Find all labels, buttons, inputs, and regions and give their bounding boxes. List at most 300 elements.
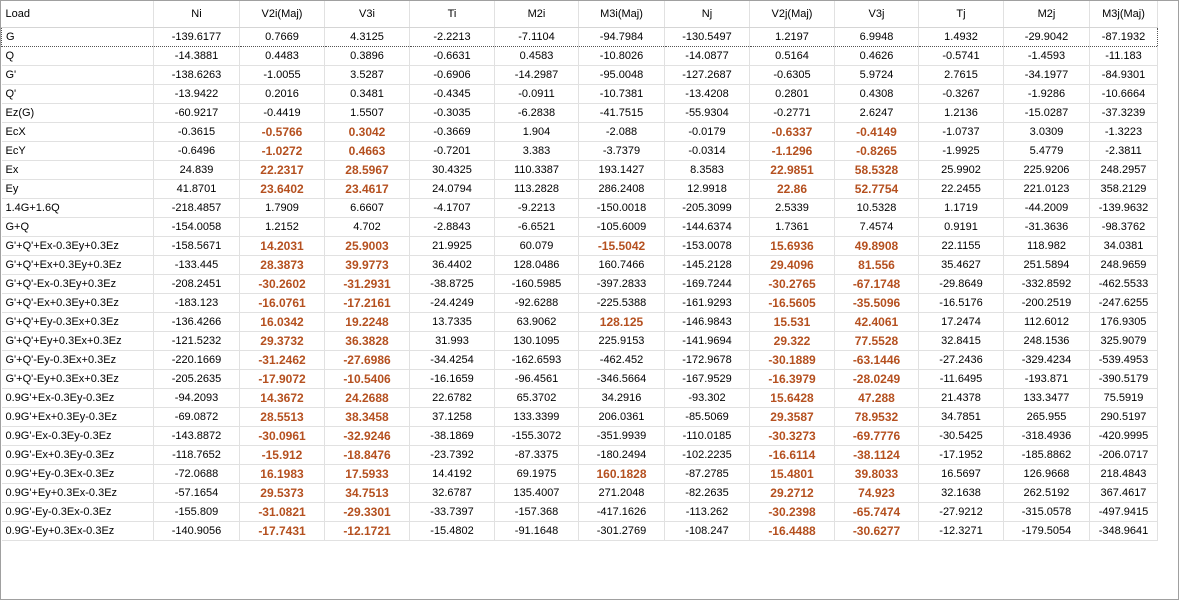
value-cell[interactable]: 28.3873 (240, 256, 325, 275)
value-cell[interactable]: -1.3223 (1090, 123, 1158, 142)
value-cell[interactable]: 130.1095 (495, 332, 579, 351)
value-cell[interactable]: -0.5766 (240, 123, 325, 142)
column-header-c3[interactable]: V3i (325, 1, 410, 28)
value-cell[interactable]: -32.9246 (325, 427, 410, 446)
load-case-cell[interactable]: 0.9G'-Ex+0.3Ey-0.3Ez (2, 446, 154, 465)
value-cell[interactable]: 15.6428 (750, 389, 835, 408)
value-cell[interactable]: -172.9678 (665, 351, 750, 370)
table-row[interactable] (2, 427, 1158, 446)
value-cell[interactable]: -27.9212 (919, 503, 1004, 522)
value-cell[interactable]: -153.0078 (665, 237, 750, 256)
value-cell[interactable]: 24.2688 (325, 389, 410, 408)
value-cell[interactable]: 32.1638 (919, 484, 1004, 503)
value-cell[interactable]: -0.6631 (410, 47, 495, 66)
value-cell[interactable]: -139.6177 (154, 28, 240, 47)
table-row[interactable] (2, 503, 1158, 522)
value-cell[interactable]: -44.2009 (1004, 199, 1090, 218)
value-cell[interactable]: 0.4483 (240, 47, 325, 66)
value-cell[interactable]: -12.1721 (325, 522, 410, 541)
value-cell[interactable]: -65.7474 (835, 503, 919, 522)
load-case-cell[interactable]: Q (2, 47, 154, 66)
value-cell[interactable]: -0.3615 (154, 123, 240, 142)
load-case-cell[interactable]: EcX (2, 123, 154, 142)
column-header-c9[interactable]: V3j (835, 1, 919, 28)
value-cell[interactable]: -34.4254 (410, 351, 495, 370)
value-cell[interactable]: -208.2451 (154, 275, 240, 294)
table-row[interactable] (2, 142, 1158, 161)
value-cell[interactable]: 5.4779 (1004, 142, 1090, 161)
value-cell[interactable]: -118.7652 (154, 446, 240, 465)
value-cell[interactable]: -206.0717 (1090, 446, 1158, 465)
value-cell[interactable]: -38.1124 (835, 446, 919, 465)
value-cell[interactable]: -462.452 (579, 351, 665, 370)
value-cell[interactable]: -0.6906 (410, 66, 495, 85)
value-cell[interactable]: -17.2161 (325, 294, 410, 313)
value-cell[interactable]: 32.6787 (410, 484, 495, 503)
value-cell[interactable]: 5.9724 (835, 66, 919, 85)
value-cell[interactable]: -0.7201 (410, 142, 495, 161)
value-cell[interactable]: 286.2408 (579, 180, 665, 199)
value-cell[interactable]: 29.3587 (750, 408, 835, 427)
value-cell[interactable]: -91.1648 (495, 522, 579, 541)
load-case-cell[interactable]: Ez(G) (2, 104, 154, 123)
value-cell[interactable]: -141.9694 (665, 332, 750, 351)
value-cell[interactable]: 39.8033 (835, 465, 919, 484)
table-row[interactable] (2, 256, 1158, 275)
value-cell[interactable]: -10.7381 (579, 85, 665, 104)
value-cell[interactable]: -87.2785 (665, 465, 750, 484)
value-cell[interactable]: -85.5069 (665, 408, 750, 427)
value-cell[interactable]: 135.4007 (495, 484, 579, 503)
value-cell[interactable]: 2.5339 (750, 199, 835, 218)
table-row[interactable] (2, 446, 1158, 465)
value-cell[interactable]: 1.1719 (919, 199, 1004, 218)
value-cell[interactable]: -332.8592 (1004, 275, 1090, 294)
value-cell[interactable]: -346.5664 (579, 370, 665, 389)
value-cell[interactable]: 2.6247 (835, 104, 919, 123)
load-case-cell[interactable]: Ey (2, 180, 154, 199)
value-cell[interactable]: -60.9217 (154, 104, 240, 123)
value-cell[interactable]: -157.368 (495, 503, 579, 522)
table-row[interactable] (2, 313, 1158, 332)
value-cell[interactable]: 0.3896 (325, 47, 410, 66)
value-cell[interactable]: 0.2016 (240, 85, 325, 104)
value-cell[interactable]: 22.1155 (919, 237, 1004, 256)
value-cell[interactable]: -318.4936 (1004, 427, 1090, 446)
table-row[interactable] (2, 123, 1158, 142)
value-cell[interactable]: -390.5179 (1090, 370, 1158, 389)
value-cell[interactable]: -160.5985 (495, 275, 579, 294)
value-cell[interactable]: -16.0761 (240, 294, 325, 313)
value-cell[interactable]: -1.0055 (240, 66, 325, 85)
value-cell[interactable]: 128.0486 (495, 256, 579, 275)
value-cell[interactable]: -2.3811 (1090, 142, 1158, 161)
value-cell[interactable]: 225.9153 (579, 332, 665, 351)
value-cell[interactable]: -31.2462 (240, 351, 325, 370)
table-row[interactable] (2, 332, 1158, 351)
column-header-c6[interactable]: M3i(Maj) (579, 1, 665, 28)
table-row[interactable] (2, 47, 1158, 66)
value-cell[interactable]: 77.5528 (835, 332, 919, 351)
column-header-c4[interactable]: Ti (410, 1, 495, 28)
value-cell[interactable]: -30.2602 (240, 275, 325, 294)
table-row[interactable] (2, 408, 1158, 427)
value-cell[interactable]: 251.5894 (1004, 256, 1090, 275)
value-cell[interactable]: -539.4953 (1090, 351, 1158, 370)
value-cell[interactable]: 248.2957 (1090, 161, 1158, 180)
value-cell[interactable]: 1.7909 (240, 199, 325, 218)
value-cell[interactable]: -150.0018 (579, 199, 665, 218)
load-case-cell[interactable]: G'+Q'-Ey-0.3Ex+0.3Ez (2, 351, 154, 370)
value-cell[interactable]: -84.9301 (1090, 66, 1158, 85)
value-cell[interactable]: -417.1626 (579, 503, 665, 522)
value-cell[interactable]: 206.0361 (579, 408, 665, 427)
value-cell[interactable]: 38.3458 (325, 408, 410, 427)
value-cell[interactable]: -69.7776 (835, 427, 919, 446)
value-cell[interactable]: 160.1828 (579, 465, 665, 484)
value-cell[interactable]: -30.0961 (240, 427, 325, 446)
value-cell[interactable]: 1.904 (495, 123, 579, 142)
value-cell[interactable]: -0.0911 (495, 85, 579, 104)
value-cell[interactable]: -14.0877 (665, 47, 750, 66)
table-row[interactable] (2, 199, 1158, 218)
value-cell[interactable]: -2.8843 (410, 218, 495, 237)
value-cell[interactable]: -162.6593 (495, 351, 579, 370)
value-cell[interactable]: -17.7431 (240, 522, 325, 541)
value-cell[interactable]: -146.9843 (665, 313, 750, 332)
value-cell[interactable]: 22.86 (750, 180, 835, 199)
column-header-c2[interactable]: V2i(Maj) (240, 1, 325, 28)
value-cell[interactable]: -205.2635 (154, 370, 240, 389)
value-cell[interactable]: -30.3273 (750, 427, 835, 446)
value-cell[interactable]: -105.6009 (579, 218, 665, 237)
value-cell[interactable]: 10.5328 (835, 199, 919, 218)
value-cell[interactable]: -57.1654 (154, 484, 240, 503)
load-case-cell[interactable]: G'+Q'-Ex-0.3Ey+0.3Ez (2, 275, 154, 294)
value-cell[interactable]: 271.2048 (579, 484, 665, 503)
value-cell[interactable]: -218.4857 (154, 199, 240, 218)
load-case-cell[interactable]: 0.9G'-Ex-0.3Ey-0.3Ez (2, 427, 154, 446)
value-cell[interactable]: 265.955 (1004, 408, 1090, 427)
value-cell[interactable]: -110.0185 (665, 427, 750, 446)
value-cell[interactable]: -31.3636 (1004, 218, 1090, 237)
value-cell[interactable]: 34.2916 (579, 389, 665, 408)
value-cell[interactable]: 60.079 (495, 237, 579, 256)
value-cell[interactable]: 29.5373 (240, 484, 325, 503)
value-cell[interactable]: -1.9925 (919, 142, 1004, 161)
value-cell[interactable]: -200.2519 (1004, 294, 1090, 313)
value-cell[interactable]: -497.9415 (1090, 503, 1158, 522)
value-cell[interactable]: -220.1669 (154, 351, 240, 370)
load-case-cell[interactable]: G'+Q'+Ex+0.3Ey+0.3Ez (2, 256, 154, 275)
value-cell[interactable]: 52.7754 (835, 180, 919, 199)
value-cell[interactable]: -67.1748 (835, 275, 919, 294)
value-cell[interactable]: -9.2213 (495, 199, 579, 218)
value-cell[interactable]: -247.6255 (1090, 294, 1158, 313)
value-cell[interactable]: 16.0342 (240, 313, 325, 332)
value-cell[interactable]: -351.9939 (579, 427, 665, 446)
value-cell[interactable]: 0.4583 (495, 47, 579, 66)
value-cell[interactable]: -0.6337 (750, 123, 835, 142)
column-header-c10[interactable]: Tj (919, 1, 1004, 28)
load-case-cell[interactable]: 1.4G+1.6Q (2, 199, 154, 218)
value-cell[interactable]: -0.3267 (919, 85, 1004, 104)
value-cell[interactable]: -113.262 (665, 503, 750, 522)
value-cell[interactable]: -24.4249 (410, 294, 495, 313)
value-cell[interactable]: 65.3702 (495, 389, 579, 408)
value-cell[interactable]: -12.3271 (919, 522, 1004, 541)
value-cell[interactable]: 6.6607 (325, 199, 410, 218)
value-cell[interactable]: -14.2987 (495, 66, 579, 85)
load-case-cell[interactable]: G'+Q'+Ex-0.3Ey+0.3Ez (2, 237, 154, 256)
value-cell[interactable]: 16.1983 (240, 465, 325, 484)
value-cell[interactable]: -1.1296 (750, 142, 835, 161)
value-cell[interactable]: 0.4663 (325, 142, 410, 161)
value-cell[interactable]: 1.5507 (325, 104, 410, 123)
load-case-cell[interactable]: G (2, 28, 154, 47)
value-cell[interactable]: 1.7361 (750, 218, 835, 237)
value-cell[interactable]: -16.1659 (410, 370, 495, 389)
value-cell[interactable]: 39.9773 (325, 256, 410, 275)
value-cell[interactable]: 16.5697 (919, 465, 1004, 484)
column-header-c7[interactable]: Nj (665, 1, 750, 28)
value-cell[interactable]: -27.6986 (325, 351, 410, 370)
value-cell[interactable]: 0.7669 (240, 28, 325, 47)
value-cell[interactable]: -6.2838 (495, 104, 579, 123)
value-cell[interactable]: -462.5533 (1090, 275, 1158, 294)
value-cell[interactable]: -13.4208 (665, 85, 750, 104)
table-row[interactable] (2, 522, 1158, 541)
value-cell[interactable]: -420.9995 (1090, 427, 1158, 446)
value-cell[interactable]: -2.2213 (410, 28, 495, 47)
value-cell[interactable]: 24.0794 (410, 180, 495, 199)
value-cell[interactable]: 0.3481 (325, 85, 410, 104)
value-cell[interactable]: -144.6374 (665, 218, 750, 237)
value-cell[interactable]: -72.0688 (154, 465, 240, 484)
table-row[interactable] (2, 237, 1158, 256)
column-header-c8[interactable]: V2j(Maj) (750, 1, 835, 28)
value-cell[interactable]: -18.8476 (325, 446, 410, 465)
value-cell[interactable]: -108.247 (665, 522, 750, 541)
value-cell[interactable]: 6.9948 (835, 28, 919, 47)
value-cell[interactable]: 17.5933 (325, 465, 410, 484)
value-cell[interactable]: 14.2031 (240, 237, 325, 256)
value-cell[interactable]: 22.6782 (410, 389, 495, 408)
value-cell[interactable]: -169.7244 (665, 275, 750, 294)
value-cell[interactable]: -15.912 (240, 446, 325, 465)
table-row[interactable] (2, 218, 1158, 237)
load-case-cell[interactable]: G'+Q'-Ey+0.3Ex+0.3Ez (2, 370, 154, 389)
value-cell[interactable]: -0.8265 (835, 142, 919, 161)
table-row[interactable] (2, 351, 1158, 370)
value-cell[interactable]: 36.4402 (410, 256, 495, 275)
load-case-cell[interactable]: 0.9G'-Ey+0.3Ex-0.3Ez (2, 522, 154, 541)
value-cell[interactable]: -3.7379 (579, 142, 665, 161)
value-cell[interactable]: -30.5425 (919, 427, 1004, 446)
value-cell[interactable]: 32.8415 (919, 332, 1004, 351)
value-cell[interactable]: 133.3399 (495, 408, 579, 427)
value-cell[interactable]: -30.2765 (750, 275, 835, 294)
value-cell[interactable]: -23.7392 (410, 446, 495, 465)
load-case-cell[interactable]: Ex (2, 161, 154, 180)
value-cell[interactable]: -6.6521 (495, 218, 579, 237)
value-cell[interactable]: -30.6277 (835, 522, 919, 541)
table-row[interactable] (2, 465, 1158, 484)
value-cell[interactable]: -136.4266 (154, 313, 240, 332)
value-cell[interactable]: 221.0123 (1004, 180, 1090, 199)
column-header-c1[interactable]: Ni (154, 1, 240, 28)
table-row[interactable] (2, 85, 1158, 104)
value-cell[interactable]: 0.5164 (750, 47, 835, 66)
value-cell[interactable]: -102.2235 (665, 446, 750, 465)
table-row[interactable] (2, 180, 1158, 199)
value-cell[interactable]: 19.2248 (325, 313, 410, 332)
value-cell[interactable]: -11.183 (1090, 47, 1158, 66)
table-row[interactable] (2, 275, 1158, 294)
table-row[interactable] (2, 66, 1158, 85)
value-cell[interactable]: 225.9206 (1004, 161, 1090, 180)
load-case-cell[interactable]: G' (2, 66, 154, 85)
value-cell[interactable]: -1.0737 (919, 123, 1004, 142)
value-cell[interactable]: -0.4419 (240, 104, 325, 123)
value-cell[interactable]: 29.3732 (240, 332, 325, 351)
value-cell[interactable]: -185.8862 (1004, 446, 1090, 465)
value-cell[interactable]: 31.993 (410, 332, 495, 351)
value-cell[interactable]: -167.9529 (665, 370, 750, 389)
value-cell[interactable]: -179.5054 (1004, 522, 1090, 541)
load-case-cell[interactable]: 0.9G'+Ex+0.3Ey-0.3Ez (2, 408, 154, 427)
load-case-cell[interactable]: G'+Q'+Ey-0.3Ex+0.3Ez (2, 313, 154, 332)
table-row[interactable] (2, 389, 1158, 408)
value-cell[interactable]: -31.0821 (240, 503, 325, 522)
value-cell[interactable]: -155.3072 (495, 427, 579, 446)
value-cell[interactable]: 21.9925 (410, 237, 495, 256)
value-cell[interactable]: -17.1952 (919, 446, 1004, 465)
value-cell[interactable]: -183.123 (154, 294, 240, 313)
value-cell[interactable]: -10.6664 (1090, 85, 1158, 104)
value-cell[interactable]: 23.4617 (325, 180, 410, 199)
value-cell[interactable]: -127.2687 (665, 66, 750, 85)
value-cell[interactable]: 15.6936 (750, 237, 835, 256)
value-cell[interactable]: -161.9293 (665, 294, 750, 313)
value-cell[interactable]: -37.3239 (1090, 104, 1158, 123)
value-cell[interactable]: -155.809 (154, 503, 240, 522)
value-cell[interactable]: -29.3301 (325, 503, 410, 522)
value-cell[interactable]: 69.1975 (495, 465, 579, 484)
value-cell[interactable]: 15.4801 (750, 465, 835, 484)
value-cell[interactable]: 110.3387 (495, 161, 579, 180)
value-cell[interactable]: -0.0314 (665, 142, 750, 161)
value-cell[interactable]: -55.9304 (665, 104, 750, 123)
value-cell[interactable]: 37.1258 (410, 408, 495, 427)
value-cell[interactable]: -2.088 (579, 123, 665, 142)
value-cell[interactable]: -16.6114 (750, 446, 835, 465)
value-cell[interactable]: 36.3828 (325, 332, 410, 351)
value-cell[interactable]: -348.9641 (1090, 522, 1158, 541)
value-cell[interactable]: 25.9003 (325, 237, 410, 256)
value-cell[interactable]: 15.531 (750, 313, 835, 332)
value-cell[interactable]: -27.2436 (919, 351, 1004, 370)
value-cell[interactable]: -38.8725 (410, 275, 495, 294)
load-case-cell[interactable]: G+Q (2, 218, 154, 237)
value-cell[interactable]: -0.6496 (154, 142, 240, 161)
value-cell[interactable]: 14.3672 (240, 389, 325, 408)
value-cell[interactable]: 34.0381 (1090, 237, 1158, 256)
value-cell[interactable]: -138.6263 (154, 66, 240, 85)
value-cell[interactable]: 14.4192 (410, 465, 495, 484)
table-row[interactable] (2, 370, 1158, 389)
value-cell[interactable]: -0.3669 (410, 123, 495, 142)
value-cell[interactable]: 1.2136 (919, 104, 1004, 123)
table-row[interactable] (2, 104, 1158, 123)
value-cell[interactable]: -16.3979 (750, 370, 835, 389)
value-cell[interactable]: 74.923 (835, 484, 919, 503)
column-header-c12[interactable]: M3j(Maj) (1090, 1, 1158, 28)
value-cell[interactable]: -93.302 (665, 389, 750, 408)
load-case-cell[interactable]: G'+Q'+Ey+0.3Ex+0.3Ez (2, 332, 154, 351)
value-cell[interactable]: -7.1104 (495, 28, 579, 47)
value-cell[interactable]: -10.8026 (579, 47, 665, 66)
value-cell[interactable]: 13.7335 (410, 313, 495, 332)
value-cell[interactable]: -11.6495 (919, 370, 1004, 389)
value-cell[interactable]: 29.4096 (750, 256, 835, 275)
value-cell[interactable]: 367.4617 (1090, 484, 1158, 503)
value-cell[interactable]: -29.9042 (1004, 28, 1090, 47)
value-cell[interactable]: 2.7615 (919, 66, 1004, 85)
value-cell[interactable]: -15.4802 (410, 522, 495, 541)
value-cell[interactable]: -69.0872 (154, 408, 240, 427)
value-cell[interactable]: -94.2093 (154, 389, 240, 408)
value-cell[interactable]: 30.4325 (410, 161, 495, 180)
column-header-c11[interactable]: M2j (1004, 1, 1090, 28)
value-cell[interactable]: 1.4932 (919, 28, 1004, 47)
value-cell[interactable]: -96.4561 (495, 370, 579, 389)
value-cell[interactable]: -1.0272 (240, 142, 325, 161)
value-cell[interactable]: 0.2801 (750, 85, 835, 104)
value-cell[interactable]: 47.288 (835, 389, 919, 408)
value-cell[interactable]: 358.2129 (1090, 180, 1158, 199)
value-cell[interactable]: 21.4378 (919, 389, 1004, 408)
value-cell[interactable]: -301.2769 (579, 522, 665, 541)
value-cell[interactable]: -0.6305 (750, 66, 835, 85)
load-case-cell[interactable]: 0.9G'-Ey-0.3Ex-0.3Ez (2, 503, 154, 522)
value-cell[interactable]: 58.5328 (835, 161, 919, 180)
value-cell[interactable]: -30.2398 (750, 503, 835, 522)
table-row[interactable] (2, 28, 1158, 47)
value-cell[interactable]: 118.982 (1004, 237, 1090, 256)
value-cell[interactable]: -30.1889 (750, 351, 835, 370)
value-cell[interactable]: 3.0309 (1004, 123, 1090, 142)
value-cell[interactable]: -34.1977 (1004, 66, 1090, 85)
value-cell[interactable]: -130.5497 (665, 28, 750, 47)
value-cell[interactable]: -193.871 (1004, 370, 1090, 389)
value-cell[interactable]: -14.3881 (154, 47, 240, 66)
value-cell[interactable]: -1.9286 (1004, 85, 1090, 104)
value-cell[interactable]: -41.7515 (579, 104, 665, 123)
value-cell[interactable]: -4.1707 (410, 199, 495, 218)
value-cell[interactable]: -0.0179 (665, 123, 750, 142)
value-cell[interactable]: -94.7984 (579, 28, 665, 47)
value-cell[interactable]: 8.3583 (665, 161, 750, 180)
table-row[interactable] (2, 161, 1158, 180)
value-cell[interactable]: 325.9079 (1090, 332, 1158, 351)
value-cell[interactable]: 22.2455 (919, 180, 1004, 199)
value-cell[interactable]: 34.7513 (325, 484, 410, 503)
value-cell[interactable]: -0.5741 (919, 47, 1004, 66)
value-cell[interactable]: 22.2317 (240, 161, 325, 180)
value-cell[interactable]: -87.3375 (495, 446, 579, 465)
value-cell[interactable]: 193.1427 (579, 161, 665, 180)
